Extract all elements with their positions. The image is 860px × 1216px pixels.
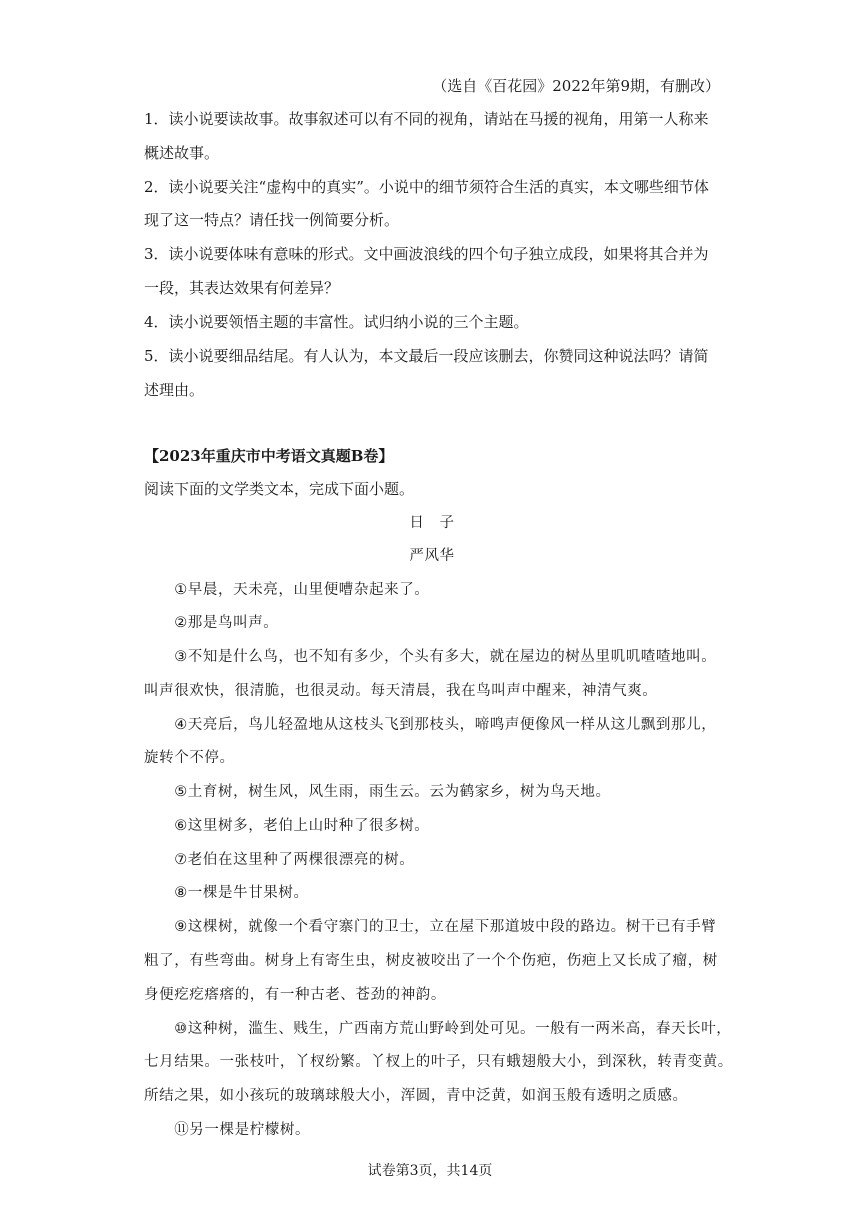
- story-line: 所结之果，如小孩玩的玻璃球般大小，浑圆，青中泛黄，如润玉般有透明之质感。: [144, 1088, 688, 1104]
- story-author: 严风华: [409, 548, 455, 564]
- story-line: 粗了，有些弯曲。树身上有寄生虫，树皮被咬出了一个个伤疤，伤疤上又长成了瘤，树: [144, 953, 718, 969]
- story-line: 叫声很欢快，很清脆，也很灵动。每天清晨，我在鸟叫声中醒来，神清气爽。: [144, 683, 658, 699]
- story-line: ⑦老伯在这里种了两棵很漂亮的树。: [144, 852, 415, 868]
- story-line: 七月结果。一张枝叶，丫杈纷繁。丫杈上的叶子，只有蛾翅般大小，到深秋，转青变黄。: [144, 1054, 733, 1070]
- story-line: ⑥这里树多，老伯上山时种了很多树。: [144, 818, 430, 834]
- question-line: 5．读小说要细品结尾。有人认为，本文最后一段应该删去，你赞同这种说法吗？请简: [144, 347, 709, 365]
- story-line: ⑤土育树，树生风，风生雨，雨生云。云为鹤家乡，树为鸟天地。: [144, 784, 611, 800]
- story-line: ⑧一棵是牛甘果树。: [144, 885, 309, 901]
- question-line: 4．读小说要领悟主题的丰富性。试归纳小说的三个主题。: [144, 313, 529, 331]
- story-line: ⑨这棵树，就像一个看守寨门的卫士，立在屋下那道坡中段的路边。树干已有手臂: [144, 919, 717, 935]
- story-line: 旋转个不停。: [144, 750, 235, 766]
- story-line: ④天亮后，鸟儿轻盈地从这枝头飞到那枝头，啼鸣声便像风一样从这儿飘到那儿，: [144, 717, 717, 733]
- question-line: 概述故事。: [144, 144, 220, 162]
- story-line: 身便疙疙瘩瘩的，有一种古老、苍劲的神韵。: [144, 987, 446, 1003]
- question-line: 1．读小说要读故事。故事叙述可以有不同的视角，请站在马援的视角，用第一人称来: [144, 110, 709, 128]
- story-line: ②那是鸟叫声。: [144, 615, 279, 631]
- story-line: ⑪另一棵是柠檬树。: [144, 1122, 311, 1138]
- story-line: ①早晨，天未亮，山里便嘈杂起来了。: [144, 582, 430, 598]
- story-title: 日 子: [409, 515, 455, 531]
- page-footer: 试卷第3页，共14页: [367, 1163, 493, 1179]
- question-line: 现了这一特点？请任找一例简要分析。: [144, 211, 400, 229]
- question-line: 述理由。: [144, 381, 205, 399]
- question-line: 2．读小说要关注“虚构中的真实”。小说中的细节须符合生活的真实，本文哪些细节体: [144, 178, 709, 196]
- source-note: （选自《百花园》2022年第9期，有删改）: [432, 77, 720, 95]
- question-line: 一段，其表达效果有何差异？: [144, 279, 340, 297]
- instruction-text: 阅读下面的文学类文本，完成下面小题。: [144, 480, 415, 498]
- story-line: ③不知是什么鸟，也不知有多少，个头有多大，就在屋边的树丛里叽叽喳喳地叫。: [144, 649, 717, 665]
- story-line: ⑩这种树，滥生、贱生，广西南方荒山野岭到处可见。一般有一两米高，春天长叶，: [144, 1021, 732, 1037]
- section-title: 【2023年重庆市中考语文真题B卷】: [144, 447, 394, 465]
- question-line: 3．读小说要体味有意味的形式。文中画波浪线的四个句子独立成段，如果将其合并为: [144, 245, 709, 263]
